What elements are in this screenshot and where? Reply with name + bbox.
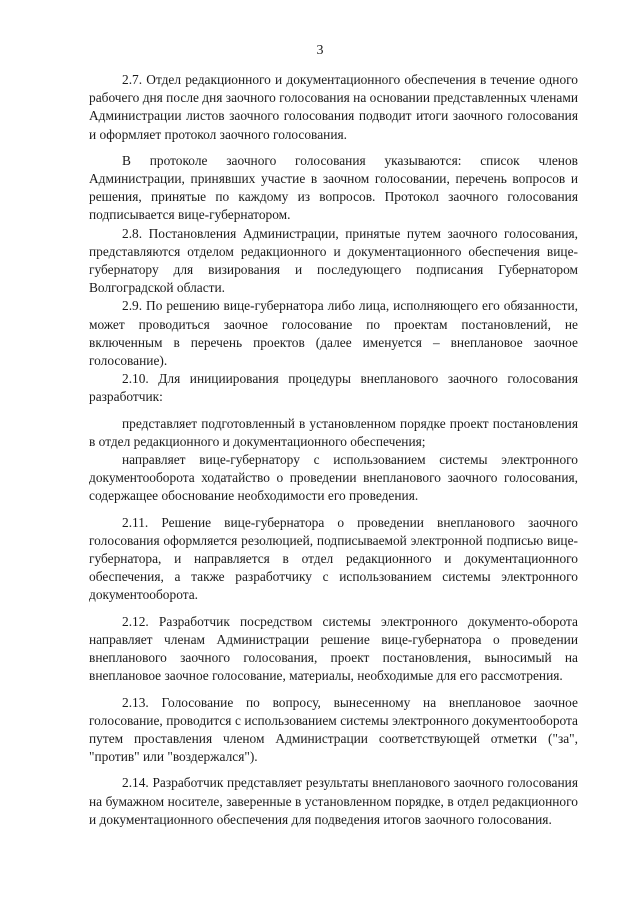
paragraph-2-12: 2.12. Разработчик посредством системы электронного документо-оборота направляет членам Администрации решение вице-губернатора о проведении внепланового заочного голосования, проект постановления, выносимый на внеплановое заочное голосование, материалы, необходимые для его рассмотрения. [89,613,578,684]
paragraph-2-10-item-1: представляет подготовленный в установленном порядке проект постановления в отдел редакционного и документационного обеспечения; [89,415,578,449]
paragraph-2-10-item-2: направляет вице-губернатору с использованием системы электронного документооборота ходатайство о проведении внепланового заочного голосования, содержащее обоснование необходимости его проведения. [89,452,578,504]
paragraph-2-9: 2.9. По решению вице-губернатора либо лица, исполняющего его обязанности, может проводиться заочное голосование по проектам постановлений, не включенным в перечень проектов (далее именуется – внеплановое заочное голосование). [89,298,578,369]
paragraph-2-13: 2.13. Голосование по вопросу, вынесенному на внеплановое заочное голосование, проводится с использованием системы электронного документооборота путем проставления членом Администрации соответствующей отметки ("за", "против" или "воздержался"). [89,694,578,765]
document-body [89,71,578,829]
paragraph-2-8: 2.8. Постановления Администрации, принятые путем заочного голосования, представляются отделом редакционного и документационного обеспечения вице-губернатору для визирования и последующего подписания Губернатором Волгоградской области. [89,225,578,296]
paragraph-protocol: В протоколе заочного голосования указываются: список членов Администрации, принявших участие в заочном голосовании, перечень вопросов и решения, принятые по каждому из вопросов. Протокол заочного голосования подписывается вице-губернатором. [89,152,578,223]
paragraph-2-14: 2.14. Разработчик представляет результаты внепланового заочного голосования на бумажном носителе, заверенные в установленном порядке, в отдел редакционного и документационного обеспечения для подведения итогов заочного голосования. [89,775,578,827]
paragraph-2-7: 2.7. Отдел редакционного и документационного обеспечения в течение одного рабочего дня после дня заочного голосования на основании представленных членами Администрации листов заочного голосования подводит итоги заочного голосования и оформляет протокол заочного голосования. [89,72,578,142]
page-number: 3 [316,43,324,58]
paragraph-2-10: 2.10. Для инициирования процедуры внепланового заочного голосования разработчик: [89,371,578,405]
paragraph-2-11: 2.11. Решение вице-губернатора о проведении внепланового заочного голосования оформляется резолюцией, подписываемой электронной подписью вице-губернатора, и направляется в отдел редакционного и документационного обеспечения, а также разработчику с использованием системы электронного документооборота. [89,514,578,603]
